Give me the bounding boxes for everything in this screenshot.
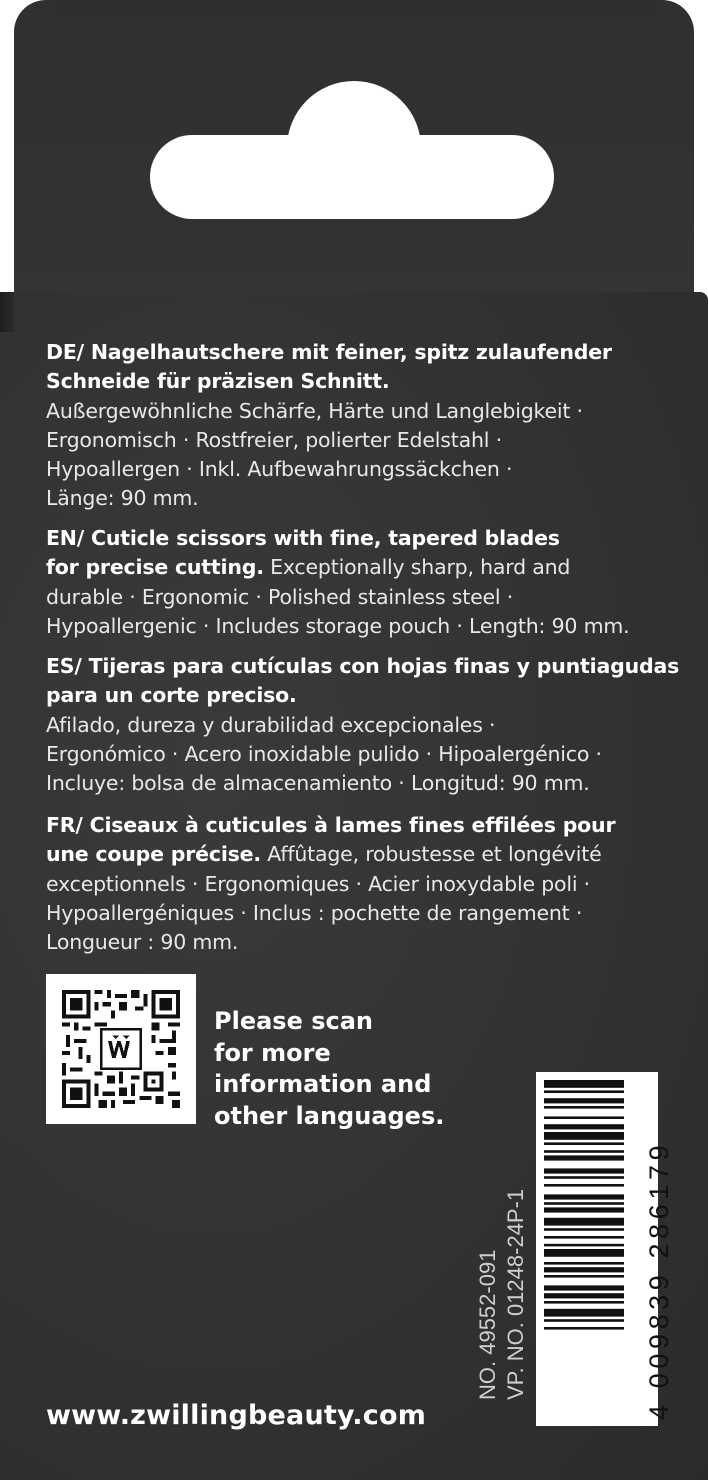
- scan-info-text: [214, 1006, 454, 1132]
- line: for precise cutting. Exceptionally sharp, hard and: [46, 555, 571, 580]
- barcode-bar: [544, 1176, 624, 1179]
- barcode-bar: [544, 1132, 624, 1140]
- barcode-bar: [544, 1228, 624, 1231]
- line: Ergonómico · Acero inoxidable pulido · Hipoalergénico ·: [46, 741, 602, 766]
- barcode-bars: [536, 1072, 658, 1426]
- barcode-bar: [544, 1262, 624, 1265]
- description-en: [46, 524, 676, 641]
- line: Außergewöhnliche Schärfe, Härte und Langlebigkeit ·: [46, 398, 583, 423]
- description-es: [46, 652, 680, 798]
- line: Länge: 90 mm.: [46, 486, 199, 511]
- barcode-bar: [544, 1124, 624, 1129]
- barcode-bar: [544, 1194, 624, 1199]
- barcode-bar: [544, 1168, 624, 1173]
- line: une coupe précise. Affûtage, robustesse et longévité: [46, 842, 602, 867]
- barcode-bar: [544, 1249, 624, 1257]
- barcode-bar: [544, 1309, 624, 1317]
- line: Afilado, dureza y durabilidad excepcionales ·: [46, 712, 496, 737]
- barcode-bar: [544, 1218, 624, 1226]
- barcode-bar: [544, 1301, 624, 1304]
- barcode-bar: [544, 1244, 624, 1247]
- line: exceptionnels · Ergonomiques · Acier inoxydable poli ·: [46, 871, 590, 896]
- description-de: [46, 338, 676, 514]
- line: ES/ Tijeras para cutículas con hojas finas y puntiagudas: [46, 654, 680, 678]
- line: DE/ Nagelhautschere mit feiner, spitz zulaufender: [46, 340, 612, 364]
- line: Schneide für präzisen Schnitt.: [46, 369, 390, 394]
- barcode-bar: [544, 1098, 624, 1103]
- line: Hypoallergenic · Includes storage pouch · Length: 90 mm.: [46, 613, 630, 638]
- line: FR/ Ciseaux à cuticules à lames fines effilées pour: [46, 813, 616, 837]
- tab-corner-left: [14, 0, 50, 36]
- barcode-bar: [544, 1207, 624, 1212]
- barcode-bar: [544, 1142, 624, 1145]
- barcode-bar: [544, 1080, 624, 1088]
- line: Hypoallergen · Inkl. Aufbewahrungssäckchen ·: [46, 457, 513, 482]
- barcode-bar: [544, 1327, 624, 1330]
- barcode-bar: [544, 1319, 624, 1322]
- tab-corner-right: [658, 0, 694, 36]
- barcode-bar: [544, 1184, 624, 1187]
- scan-line: other languages.: [214, 1101, 445, 1130]
- scan-line: for more: [214, 1038, 331, 1067]
- barcode-bar: [544, 1202, 624, 1205]
- line: Longueur : 90 mm.: [46, 930, 239, 955]
- line: Incluye: bolsa de almacenamiento · Longitud: 90 mm.: [46, 771, 590, 796]
- barcode-bar: [544, 1150, 624, 1153]
- product-numbers: [474, 1189, 530, 1400]
- line: Ergonomisch · Rostfreier, polierter Edelstahl ·: [46, 427, 502, 452]
- barcode-bar: [544, 1116, 624, 1119]
- vp-number: VP. NO. 01248-24P-1: [503, 1188, 528, 1400]
- card-edge-shade: [0, 292, 14, 332]
- article-number: NO. 49552-091: [475, 1249, 500, 1400]
- scan-line: information and: [214, 1070, 432, 1098]
- website-link[interactable]: www.zwillingbeauty.com: [46, 1400, 427, 1431]
- barcode-bar: [544, 1106, 624, 1109]
- barcode-bar: [544, 1293, 624, 1298]
- barcode-icon: [536, 1072, 658, 1426]
- description-fr: [46, 811, 676, 957]
- scan-line: Please scan: [214, 1007, 373, 1035]
- barcode-bar: [544, 1155, 624, 1160]
- line: durable · Ergonomic · Polished stainless steel ·: [46, 584, 514, 609]
- line: Hypoallergéniques · Inclus : pochette de rangement ·: [46, 900, 583, 925]
- barcode-bar: [544, 1275, 624, 1278]
- barcode-bar: [544, 1267, 624, 1272]
- qr-code-graphic: [62, 990, 180, 1108]
- barcode-bar: [544, 1090, 624, 1093]
- barcode-bar: [544, 1236, 624, 1239]
- qr-code-icon[interactable]: [46, 974, 196, 1124]
- barcode-digits: 4 009839 286179: [644, 1140, 674, 1420]
- line: para un corte preciso.: [46, 683, 297, 708]
- line: EN/ Cuticle scissors with fine, tapered blades: [46, 526, 560, 550]
- hang-hole-dome: [287, 81, 421, 215]
- barcode-bar: [544, 1285, 624, 1290]
